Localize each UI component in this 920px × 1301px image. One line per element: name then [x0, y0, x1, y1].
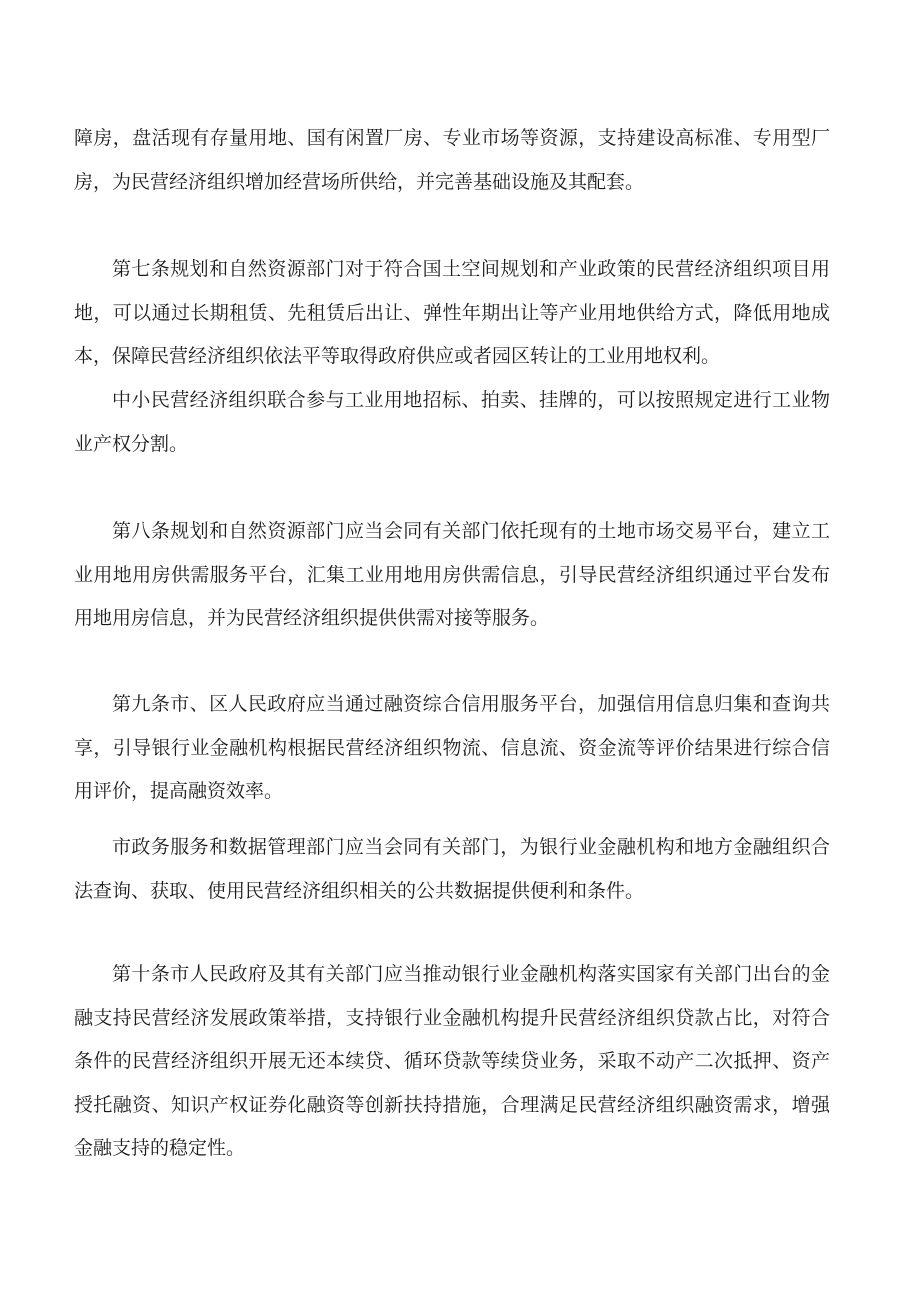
paragraph-article-10: 第十条市人民政府及其有关部门应当推动银行业金融机构落实国家有关部门出台的金融支持民营经济发展政策举措，支持银行业金融机构提升民营经济组织贷款占比，对符合条件的民营经济组织开展无还本续贷、循环贷款等续贷业务，采取不动产二次抵押、资产授托融资、知识产权证券化融资等创新扶持措施，合理满足民营经济组织融资需求，增强金融支持的稳定性。: [74, 963, 830, 1159]
paragraph-article-8: 第八条规划和自然资源部门应当会同有关部门依托现有的土地市场交易平台，建立工业用地用房供需服务平台，汇集工业用地用房供需信息，引导民营经济组织通过平台发布用地用房信息，并为民营经济组织提供供需对接等服务。: [74, 520, 830, 629]
paragraph-continuation: 障房，盘活现有存量用地、国有闲置厂房、专业市场等资源，支持建设高标准、专用型厂房，为民营经济组织增加经营场所供给，并完善基础设施及其配套。: [74, 127, 830, 193]
paragraph-article-7-clause-2: 中小民营经济组织联合参与工业用地招标、拍卖、挂牌的，可以按照规定进行工业物业产权分割。: [74, 389, 830, 455]
paragraph-article-9: 第九条市、区人民政府应当通过融资综合信用服务平台，加强信用信息归集和查询共享，引导银行业金融机构根据民营经济组织物流、信息流、资金流等评价结果进行综合信用评价，提高融资效率。: [74, 693, 830, 802]
paragraph-article-7: 第七条规划和自然资源部门对于符合国土空间规划和产业政策的民营经济组织项目用地，可以通过长期租赁、先租赁后出让、弹性年期出让等产业用地供给方式，降低用地成本，保障民营经济组织依法平等取得政府供应或者园区转让的工业用地权利。: [74, 258, 830, 367]
paragraph-article-9-clause-2: 市政务服务和数据管理部门应当会同有关部门，为银行业金融机构和地方金融组织合法查询、获取、使用民营经济组织相关的公共数据提供便利和条件。: [74, 836, 830, 902]
